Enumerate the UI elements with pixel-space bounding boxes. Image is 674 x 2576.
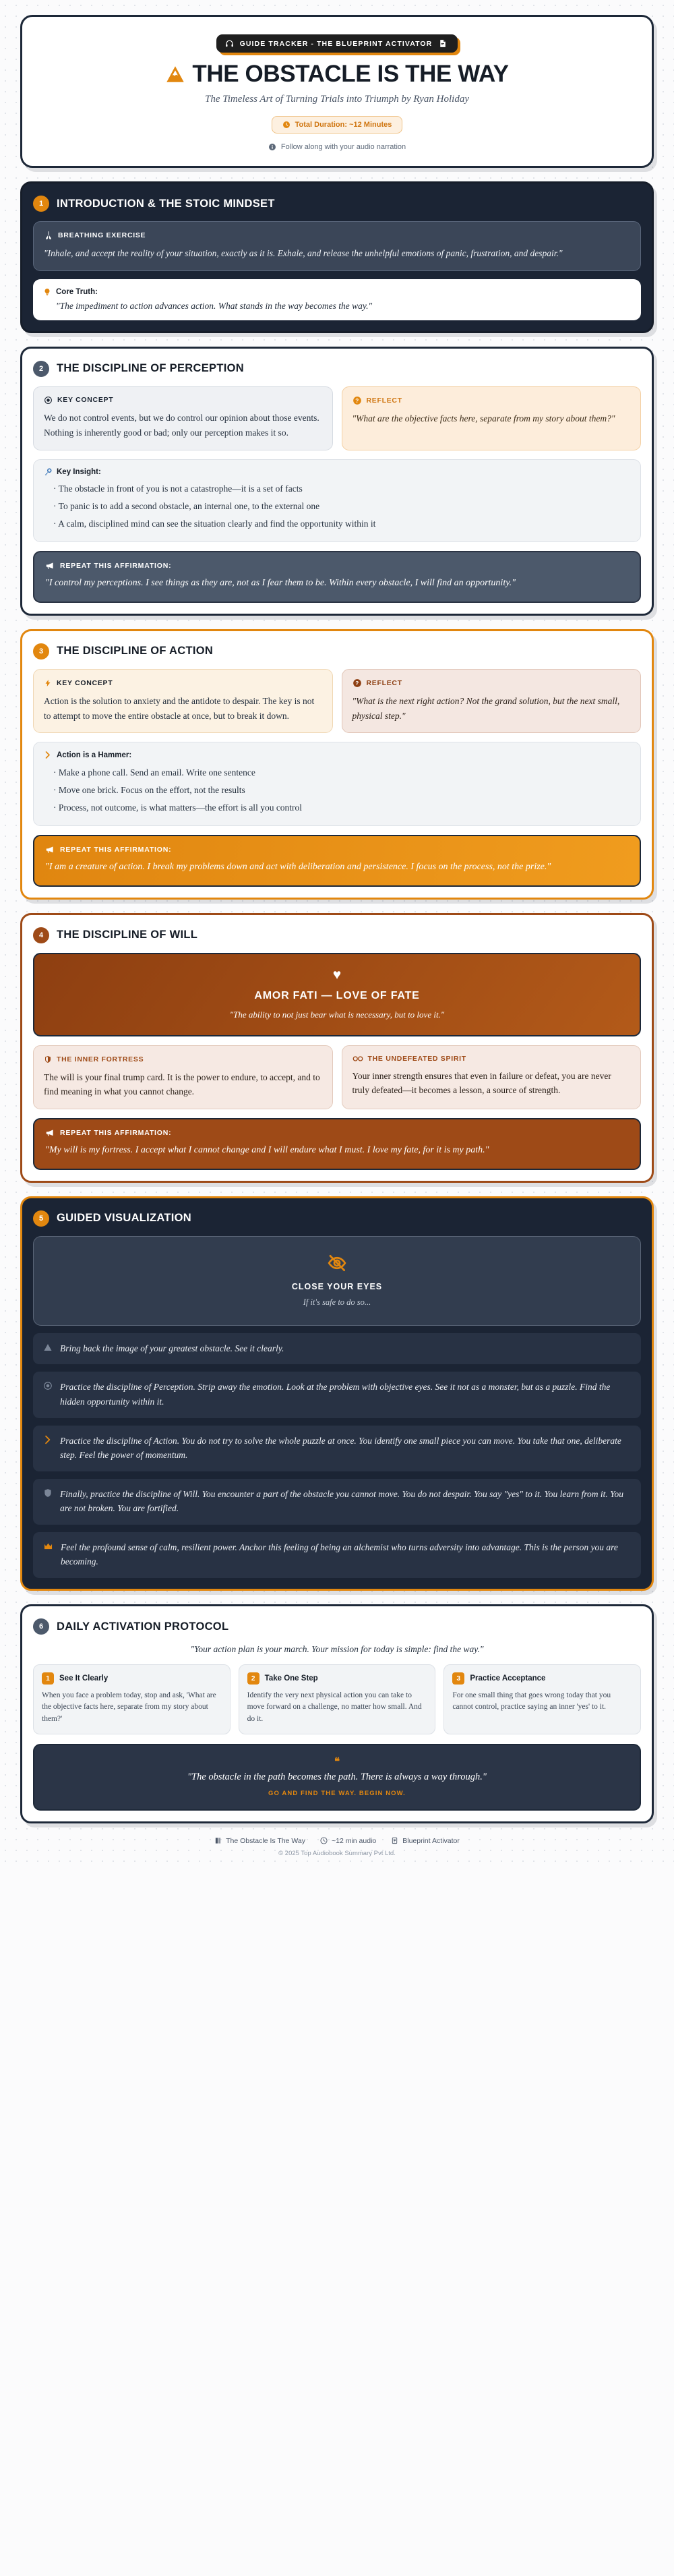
section-header (33, 643, 641, 660)
clock-icon (282, 121, 290, 129)
list-item: · The obstacle in front of you is not a catastrophe—it is a set of facts (53, 481, 630, 498)
section-title: GUIDED VISUALIZATION (57, 1212, 192, 1225)
inner-fortress-text: The will is your final trump card. It is the power to endure, to accept, and to find meaning in what you cannot change. (44, 1072, 320, 1097)
clipboard-icon (438, 39, 447, 48)
section-perception (20, 347, 654, 616)
section-header (33, 1618, 641, 1635)
inner-fortress-card (33, 1045, 333, 1110)
undefeated-spirit-label: THE UNDEFEATED SPIRIT (367, 1054, 466, 1063)
amor-fati-title: AMOR FATI — LOVE OF FATE (254, 989, 420, 1001)
mountain-icon (165, 64, 185, 84)
protocol-card (33, 1664, 231, 1734)
protocol-text: For one small thing that goes wrong today that you cannot control, practice saying an inner 'yes' to it. (452, 1691, 611, 1711)
list-item: · Move one brick. Focus on the effort, not the results (53, 782, 630, 799)
lightbulb-icon (43, 287, 51, 297)
section-title: DAILY ACTIVATION PROTOCOL (57, 1620, 229, 1633)
megaphone-icon (45, 845, 55, 854)
protocol-title: Practice Acceptance (470, 1674, 546, 1683)
action-hammer-label-row (44, 751, 630, 759)
key-concept-card (33, 669, 333, 734)
key-concept-card (33, 386, 333, 450)
section-daily-protocol (20, 1604, 654, 1823)
section-title: THE DISCIPLINE OF WILL (57, 929, 198, 941)
footer-item-audio (320, 1837, 376, 1845)
duration-badge-label: Total Duration: ~12 Minutes (295, 121, 392, 129)
megaphone-icon (45, 561, 55, 570)
section-number: 5 (33, 1210, 49, 1227)
page-title-text: THE OBSTACLE IS THE WAY (192, 61, 509, 87)
inner-fortress-label: THE INNER FORTRESS (57, 1055, 144, 1063)
svg-text:?: ? (355, 680, 359, 686)
visualization-step-text: Bring back the image of your greatest obstacle. See it clearly. (60, 1343, 284, 1353)
section-number: 6 (33, 1618, 49, 1635)
section-title: INTRODUCTION & THE STOIC MINDSET (57, 197, 275, 210)
reflect-label: REFLECT (366, 396, 402, 405)
close-your-eyes-panel (33, 1236, 641, 1326)
visualization-step-text: Practice the discipline of Perception. Strip away the emotion. Look at the problem with objective eyes. See it not as a monster, but as a puzzle. Find the hidden opportunity within it. (60, 1382, 611, 1407)
list-item: · Make a phone call. Send an email. Write one sentence (53, 764, 630, 782)
reflect-label-row (353, 678, 631, 688)
lungs-icon (44, 231, 53, 240)
infinity-icon (353, 1055, 363, 1063)
key-concept-text: Action is the solution to anxiety and the antidote to despair. The key is not to attempt to move the entire obstacle at once, but to break it down. (44, 695, 315, 721)
protocol-card (239, 1664, 436, 1734)
protocol-header (247, 1672, 427, 1685)
section-introduction (20, 181, 654, 333)
breathing-exercise-text: "Inhale, and accept the reality of your situation, exactly as it is. Exhale, and release the unhelpful emotions of panic, frustration, and despair." (44, 248, 563, 258)
core-truth-text: "The impediment to action advances action. What stands in the way becomes the way." (56, 300, 373, 311)
reflect-card (342, 669, 642, 734)
mission-statement: "Your action plan is your march. Your mission for today is simple: find the way." (190, 1644, 484, 1655)
key-concept-label-row (44, 678, 322, 688)
final-quote-box (33, 1744, 641, 1811)
core-truth-label: Core Truth: (56, 287, 98, 296)
guide-tracker-badge-label: GUIDE TRACKER - THE BLUEPRINT ACTIVATOR (239, 39, 433, 48)
affirmation-box (33, 835, 641, 886)
lightning-bolt-icon (44, 678, 52, 688)
section-number: 4 (33, 927, 49, 943)
reflect-label: REFLECT (366, 678, 402, 687)
eye-target-icon (43, 1381, 53, 1391)
close-your-eyes-subtitle: If it's safe to do so... (303, 1297, 371, 1307)
affirmation-box (33, 551, 641, 602)
clipboard-icon (391, 1837, 398, 1844)
section-visualization (20, 1196, 654, 1591)
close-your-eyes-title: CLOSE YOUR EYES (291, 1281, 383, 1291)
reflect-card (342, 386, 642, 450)
affirmation-label-row (45, 845, 629, 854)
audio-note (38, 143, 636, 151)
shield-icon (44, 1055, 52, 1064)
target-icon (44, 396, 53, 405)
core-truth-card (33, 279, 641, 320)
protocol-title: See It Clearly (59, 1674, 109, 1683)
section-title: THE DISCIPLINE OF PERCEPTION (57, 362, 244, 375)
info-icon (268, 143, 276, 151)
visualization-step-text: Finally, practice the discipline of Will. You encounter a part of the obstacle you cannot move. You do not despair. You say "yes" to it. You learn from it. You are not broken. You are fortified. (60, 1488, 623, 1514)
protocol-number: 3 (452, 1672, 464, 1685)
section-header (33, 927, 641, 943)
breathing-exercise-label: BREATHING EXERCISE (58, 231, 146, 239)
affirmation-text: "I am a creature of action. I break my problems down and act with deliberation and persistence. I focus on the process, not the prize." (45, 862, 551, 873)
protocol-text: When you face a problem today, stop and ask, 'What are the objective facts here, separate from my story about them?' (42, 1691, 216, 1723)
duration-badge (272, 116, 403, 134)
section-title: THE DISCIPLINE OF ACTION (57, 645, 214, 657)
key-concept-label: KEY CONCEPT (57, 678, 113, 687)
action-hammer-box (33, 742, 641, 826)
quote-mark-icon: ❝ (334, 1755, 340, 1767)
section-number: 1 (33, 196, 49, 212)
arrow-icon (44, 751, 52, 759)
copyright-text: © 2025 Top Audiobook Summary Pvt Ltd. (278, 1849, 396, 1857)
hero-card (20, 15, 654, 168)
heart-icon: ♥ (332, 966, 342, 983)
visualization-step (33, 1479, 641, 1525)
headphones-icon (225, 39, 234, 48)
footer-item-activator-label: Blueprint Activator (402, 1836, 460, 1845)
key-icon (44, 468, 52, 476)
page-footer (20, 1837, 654, 1857)
visualization-step (33, 1532, 641, 1578)
key-concept-text: We do not control events, but we do control our opinion about those events. Nothing is inherently good or bad; only our perception makes it so. (44, 412, 319, 438)
reflect-text: "What is the next right action? Not the grand solution, but the next small, physical step." (352, 695, 620, 721)
final-cta-text: GO AND FIND THE WAY. BEGIN NOW. (268, 1789, 406, 1797)
reflect-text: "What are the objective facts here, separate from my story about them?" (352, 413, 615, 423)
affirmation-label-row (45, 1128, 629, 1138)
affirmation-label-row (45, 561, 629, 570)
visualization-step (33, 1426, 641, 1471)
inner-fortress-label-row (44, 1055, 322, 1064)
clock-icon (320, 1837, 328, 1844)
mountain-icon (43, 1343, 53, 1352)
key-insight-label: Key Insight: (57, 467, 101, 476)
affirmation-box (33, 1118, 641, 1169)
audio-note-label: Follow along with your audio narration (280, 143, 406, 151)
concept-reflect-grid (33, 669, 641, 734)
section-number: 3 (33, 643, 49, 660)
hero-badge-wrap (38, 34, 636, 53)
protocol-number: 2 (247, 1672, 259, 1685)
key-insight-label-row (44, 468, 630, 476)
breathing-exercise-label-row (44, 231, 630, 240)
protocol-grid (33, 1664, 641, 1734)
list-item: · A calm, disciplined mind can see the situation clearly and find the opportunity within it (53, 515, 630, 533)
visualization-step (33, 1372, 641, 1417)
action-hammer-list (44, 764, 630, 817)
affirmation-label: REPEAT THIS AFFIRMATION: (60, 846, 172, 854)
footer-items (20, 1837, 654, 1845)
protocol-card (443, 1664, 641, 1734)
amor-fati-banner (33, 953, 641, 1036)
affirmation-label: REPEAT THIS AFFIRMATION: (60, 562, 172, 570)
undefeated-spirit-text: Your inner strength ensures that even in failure or defeat, you are never truly defeated—it becomes a lesson, a source of strength. (352, 1070, 611, 1096)
amor-fati-subtitle: "The ability to not just bear what is necessary, but to love it." (229, 1009, 445, 1020)
arrow-icon (43, 1435, 53, 1444)
reflect-label-row (353, 396, 631, 405)
page-title (38, 62, 636, 86)
key-concept-label-row (44, 396, 322, 405)
shield-icon (43, 1488, 53, 1498)
svg-text:?: ? (355, 397, 359, 404)
footer-item-book (214, 1837, 305, 1845)
key-insight-box (33, 459, 641, 543)
section-header (33, 1210, 641, 1227)
visualization-step-text: Practice the discipline of Action. You do not try to solve the whole puzzle at once. You identify one small piece you can move. You take that one, deliberate step. Feel the power of momentum. (60, 1435, 621, 1461)
action-hammer-label: Action is a Hammer: (57, 751, 132, 759)
section-will (20, 913, 654, 1183)
protocol-header (452, 1672, 632, 1685)
undefeated-spirit-label-row (353, 1055, 631, 1063)
concept-reflect-grid (33, 386, 641, 450)
protocol-header (42, 1672, 222, 1685)
footer-item-activator (391, 1837, 460, 1845)
megaphone-icon (45, 1128, 55, 1138)
visualization-step-text: Feel the profound sense of calm, resilient power. Anchor this feeling of being an alchemist who turns adversity into advantage. This is the person you are becoming. (61, 1542, 618, 1567)
protocol-title: Take One Step (264, 1674, 318, 1683)
undefeated-spirit-card (342, 1045, 642, 1110)
key-concept-label: KEY CONCEPT (57, 396, 114, 405)
question-mark-icon (353, 678, 362, 688)
section-action (20, 629, 654, 900)
page-subtitle: The Timeless Art of Turning Trials into Triumph by Ryan Holiday (205, 94, 469, 105)
footer-item-book-label: The Obstacle Is The Way (226, 1836, 305, 1845)
list-item: · Process, not outcome, is what matters—the effort is all you control (53, 799, 630, 817)
final-quote-text: "The obstacle in the path becomes the path. There is always a way through." (187, 1771, 487, 1782)
key-insight-list (44, 481, 630, 533)
footer-item-audio-label: ~12 min audio (331, 1836, 377, 1845)
affirmation-text: "I control my perceptions. I see things as they are, not as I fear them to be. Within every obstacle, I will find an opportunity." (45, 578, 516, 589)
section-number: 2 (33, 361, 49, 377)
section-header (33, 361, 641, 377)
section-header (33, 196, 641, 212)
guide-tracker-badge (216, 34, 458, 53)
crown-icon (43, 1542, 53, 1551)
protocol-number: 1 (42, 1672, 54, 1685)
fortress-spirit-grid (33, 1045, 641, 1110)
affirmation-label: REPEAT THIS AFFIRMATION: (60, 1129, 172, 1138)
list-item: · To panic is to add a second obstacle, an internal one, to the external one (53, 498, 630, 516)
protocol-text: Identify the very next physical action you can take to move forward on a challenge, no matter how small. And do it. (247, 1691, 422, 1723)
question-mark-icon (353, 396, 362, 405)
breathing-exercise-card (33, 221, 641, 271)
core-truth-label-row (43, 287, 631, 297)
eye-off-icon (46, 1253, 628, 1273)
book-icon (214, 1837, 222, 1844)
visualization-step (33, 1333, 641, 1365)
affirmation-text: "My will is my fortress. I accept what I cannot change and I will endure what I must. I love my fate, for it is my path." (45, 1145, 489, 1156)
